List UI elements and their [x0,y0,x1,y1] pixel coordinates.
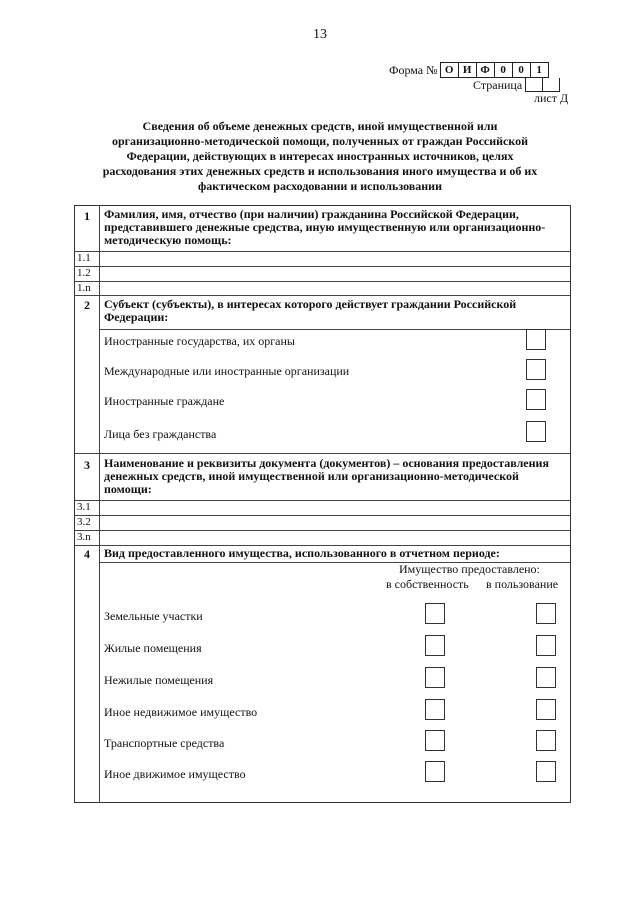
row-number: 1.2 [77,267,91,279]
row-divider [74,295,570,296]
page-label: Страница [473,77,523,92]
checkbox[interactable] [526,329,546,350]
option-label: Международные или иностранные организации [104,364,350,378]
row-number: 3.2 [77,516,91,528]
checkbox[interactable] [526,421,546,442]
checkbox-use[interactable] [536,667,556,688]
checkbox-ownership[interactable] [425,761,445,782]
checkbox-ownership[interactable] [425,730,445,751]
row-divider [74,515,570,516]
form-code-char: 0 [513,63,531,77]
property-label: Нежилые помещения [104,673,214,687]
section-title: Фамилия, имя, отчество (при наличии) гражданина Российской Федерации, представившего денежные средства, иную имущественную или организационно-методическую помощь: [104,207,546,247]
row-divider [74,500,570,501]
form-code-char: 0 [495,63,513,77]
row-divider [74,281,570,282]
property-label: Земельные участки [104,609,203,623]
property-label: Иное недвижимое имущество [104,705,258,719]
checkbox-ownership[interactable] [425,635,445,656]
column-header-main: Имущество предоставлено: [399,562,540,576]
form-code-char: Ф [477,63,495,77]
row-number: 3.1 [77,501,91,513]
document-title: Сведения об объеме денежных средств, иной имущественной или организационно-методической помощи, полученных от граждан Российской Федерации, действующих в интересах иностранных источников, целях расходования этих денежных средств и использования иного имущества и об их фактическом расходовании и использовании [102,119,538,193]
checkbox-ownership[interactable] [425,699,445,720]
column-header-use: в пользование [486,577,559,591]
page-box[interactable] [542,78,560,92]
page-field [473,78,560,92]
option-label: Иностранные граждане [104,394,225,408]
form-code-char: О [441,63,459,77]
checkbox-use[interactable] [536,699,556,720]
checkbox-ownership[interactable] [425,603,445,624]
row-divider [74,453,570,454]
property-label: Жилые помещения [104,641,202,655]
checkbox-use[interactable] [536,730,556,751]
row-number: 3.n [77,531,91,543]
column-header-ownership: в собственность [386,577,469,591]
row-divider [74,251,570,252]
checkbox[interactable] [526,389,546,410]
checkbox-use[interactable] [536,761,556,782]
section-number: 1 [84,209,90,223]
checkbox-ownership[interactable] [425,667,445,688]
property-label: Транспортные средства [104,736,225,750]
checkbox[interactable] [526,359,546,380]
row-divider [74,530,570,531]
sheet-label: лист Д [534,91,569,105]
section-number: 4 [84,547,90,561]
form-code-char: 1 [536,64,542,76]
option-label: Иностранные государства, их органы [104,334,295,348]
row-number: 1.n [77,282,91,294]
section-title: Наименование и реквизиты документа (документов) – основания предоставления денежных средств, иной имущественной или организационно-методической помощи: [104,456,549,496]
form-number [389,62,549,78]
form-label: Форма № [389,62,438,77]
section-number: 2 [84,298,90,312]
page-number: 13 [313,27,327,42]
section-title: Вид предоставленного имущества, использованного в отчетном периоде: [104,546,500,560]
page-box[interactable] [525,78,542,92]
property-label: Иное движимое имущество [104,767,246,781]
row-number: 1.1 [77,252,91,264]
checkbox-use[interactable] [536,635,556,656]
form-code-boxes [440,62,549,78]
row-divider [99,329,570,330]
section-title: Субъект (субъекты), в интересах которого действует граждании Российской Федерации: [104,297,517,324]
checkbox-use[interactable] [536,603,556,624]
row-divider [74,266,570,267]
form-code-char: И [459,63,477,77]
option-label: Лица без гражданства [104,427,217,441]
section-number: 3 [84,458,90,472]
